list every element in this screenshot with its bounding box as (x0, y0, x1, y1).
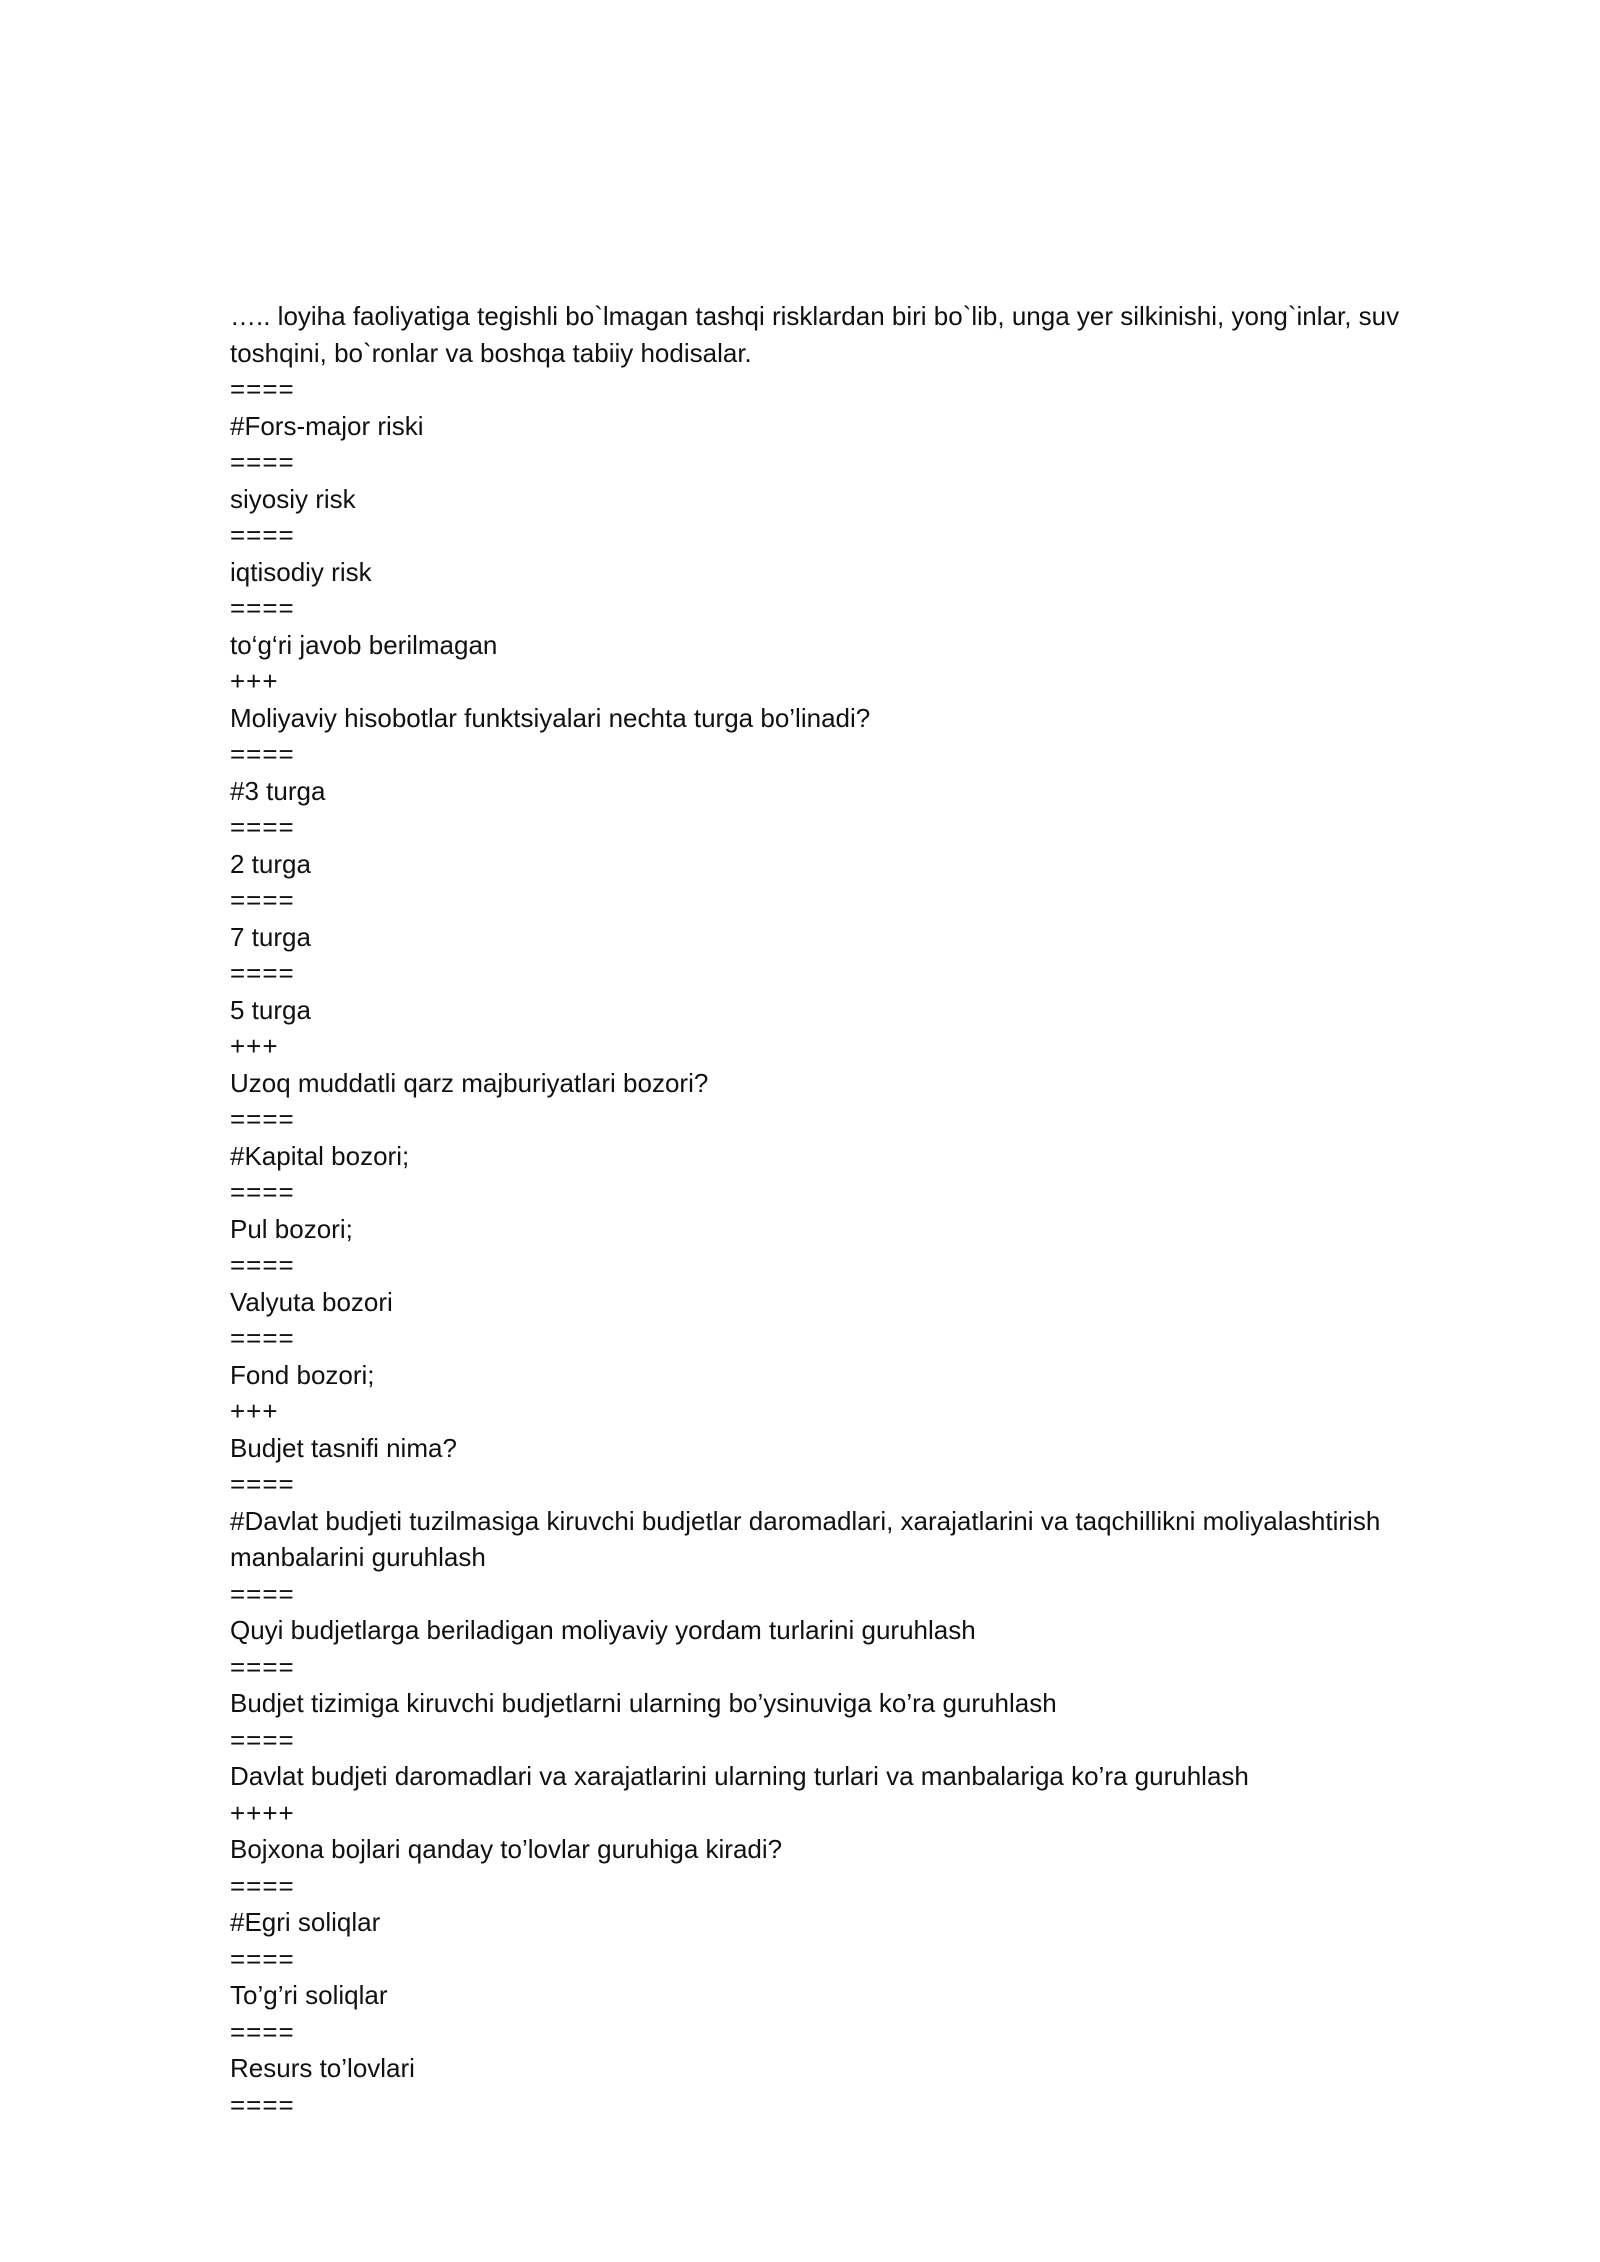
question-text: Budjet tasnifi nima? (230, 1432, 457, 1463)
separator: ==== (230, 812, 295, 842)
answer-option-correct: #Kapital bozori; (230, 1140, 410, 1171)
answer-option: Valyuta bozori (230, 1286, 393, 1317)
separator: ==== (230, 885, 295, 915)
answer-option: Quyi budjetlarga beriladigan moliyaviy yordam turlarini guruhlash (230, 1615, 976, 1645)
separator: ==== (230, 1177, 295, 1207)
document-body (230, 298, 1475, 2123)
answer-option: Fond bozori; (230, 1359, 375, 1390)
answer-option: 5 turga (230, 994, 311, 1025)
answer-option: to‘g‘ri javob berilmagan (230, 629, 498, 660)
answer-option-correct: #Davlat budjeti tuzilmasiga kiruvchi budjetlar daromadlari, xarajatlarini va taqchillikni moliyalashtirish manbalarini guruhlash (230, 1505, 1381, 1572)
question-text: Uzoq muddatli qarz majburiyatlari bozori? (230, 1067, 709, 1098)
separator: ==== (230, 739, 295, 769)
answer-option: Pul bozori; (230, 1213, 353, 1244)
answer-option: Resurs to’lovlari (230, 2053, 415, 2083)
question-separator: ++++ (230, 1797, 295, 1828)
separator: ==== (230, 1724, 295, 1755)
answer-option: iqtisodiy risk (230, 556, 372, 587)
separator: ==== (230, 2016, 295, 2047)
separator: ==== (230, 374, 295, 404)
answer-option: siyosiy risk (230, 483, 356, 514)
answer-option: 7 turga (230, 921, 311, 952)
separator: ==== (230, 1323, 295, 1353)
answer-option-correct: #Egri soliqlar (230, 1907, 381, 1937)
separator: ==== (230, 1943, 295, 1974)
separator: ==== (230, 2089, 295, 2120)
answer-option-correct: #Fors-major riski (230, 410, 424, 441)
answer-option: To’g’ri soliqlar (230, 1980, 388, 2010)
answer-option: Davlat budjeti daromadlari va xarajatlarini ularning turlari va manbalariga ko’ra guruhlash (230, 1761, 1249, 1791)
answer-option-correct: #3 turga (230, 775, 326, 806)
separator: ==== (230, 520, 295, 550)
answer-option: 2 turga (230, 848, 311, 879)
separator: ==== (230, 593, 295, 623)
answer-option: Budjet tizimiga kiruvchi budjetlarni ularning bo’ysinuviga ko’ra guruhlash (230, 1688, 1057, 1718)
separator: ==== (230, 1250, 295, 1280)
separator: ==== (230, 1651, 295, 1682)
question-text: Bojxona bojlari qanday to’lovlar guruhiga kiradi? (230, 1834, 783, 1864)
question-separator: +++ (230, 666, 279, 696)
separator: ==== (230, 1469, 295, 1499)
separator: ==== (230, 1578, 295, 1609)
separator: ==== (230, 958, 295, 988)
question-separator: +++ (230, 1396, 279, 1426)
question-text: Moliyaviy hisobotlar funktsiyalari nechta turga bo’linadi? (230, 702, 871, 733)
question-text: ….. loyiha faoliyatiga tegishli bo`lmagan tashqi risklardan biri bo`lib, unga yer silkinishi, yong`inlar, suv toshqini, bo`ronlar va boshqa tabiiy hodisalar. (230, 301, 1400, 368)
separator: ==== (230, 1104, 295, 1134)
separator: ==== (230, 1870, 295, 1901)
separator: ==== (230, 447, 295, 477)
question-separator: +++ (230, 1031, 279, 1061)
